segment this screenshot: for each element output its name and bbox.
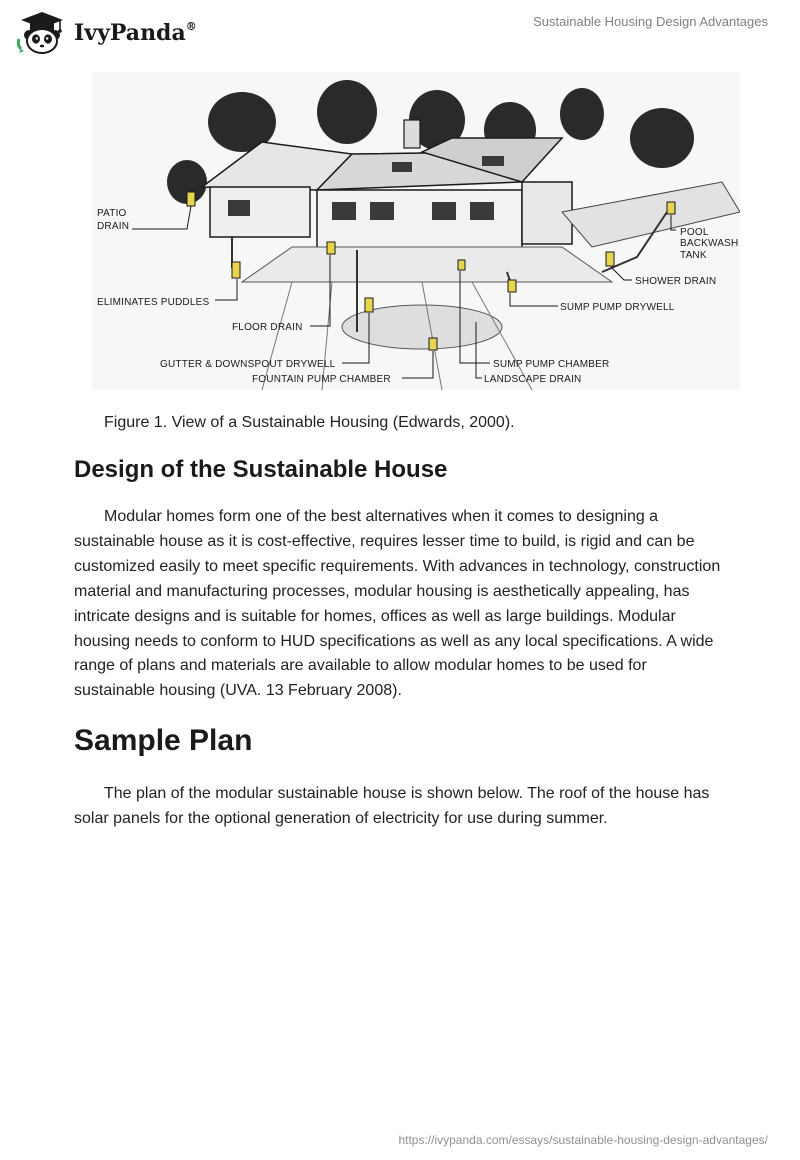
design-paragraph: Modular homes form one of the best alternatives when it comes to designing a sustainable house as it is cost-effective, requires lesser time to build, is rigid and can be customized easily to meet specific requirements. With advances in technology, construction material and manufacturing processes, modular housing is aesthetically appealing, has intricate designs and is suitable for homes, offices as well as large buildings. Modular housing needs to conform to HUD specifications as well as any local specifications. A wide range of plans and materials are available to allow modular homes to be used for sustainable housing (UVA. 13 February 2008). <box>74 508 721 700</box>
label-sump-pump-chamber: SUMP PUMP CHAMBER <box>493 359 610 370</box>
label-gutter-downspout-drywell: GUTTER & DOWNSPOUT DRYWELL <box>160 359 336 370</box>
page-header <box>0 0 800 60</box>
label-landscape-drain: LANDSCAPE DRAIN <box>484 374 582 385</box>
label-pool-backwash-tank-line2: BACKWASH <box>680 238 739 249</box>
label-fountain-pump-chamber: FOUNTAIN PUMP CHAMBER <box>252 374 391 385</box>
label-patio-drain: PATIO <box>97 208 127 219</box>
ivypanda-logo[interactable] <box>16 9 197 55</box>
section-heading-design: Design of the Sustainable House <box>74 456 448 483</box>
label-pool-backwash-tank: POOL <box>680 227 709 238</box>
brand-name: IvyPanda® <box>74 19 197 46</box>
label-floor-drain: FLOOR DRAIN <box>232 322 303 333</box>
label-pool-backwash-tank-line3: TANK <box>680 250 707 261</box>
sample-plan-paragraph: The plan of the modular sustainable house is shown below. The roof of the house has solar panels for the optional generation of electricity for use during summer. <box>74 785 710 827</box>
footer-url-link[interactable]: https://ivypanda.com/essays/sustainable-housing-design-advantages/ <box>398 1133 768 1147</box>
header-page-title: Sustainable Housing Design Advantages <box>533 14 768 29</box>
label-shower-drain: SHOWER DRAIN <box>635 276 717 287</box>
section-heading-sample-plan: Sample Plan <box>74 724 253 757</box>
label-patio-drain-line2: DRAIN <box>97 221 130 232</box>
panda-graduate-icon <box>16 9 68 55</box>
label-eliminates-puddles: ELIMINATES PUDDLES <box>97 297 210 308</box>
figure-caption: Figure 1. View of a Sustainable Housing (Edwards, 2000). <box>104 414 515 431</box>
sustainable-house-figure <box>92 72 740 390</box>
label-sump-pump-drywell: SUMP PUMP DRYWELL <box>560 302 675 313</box>
